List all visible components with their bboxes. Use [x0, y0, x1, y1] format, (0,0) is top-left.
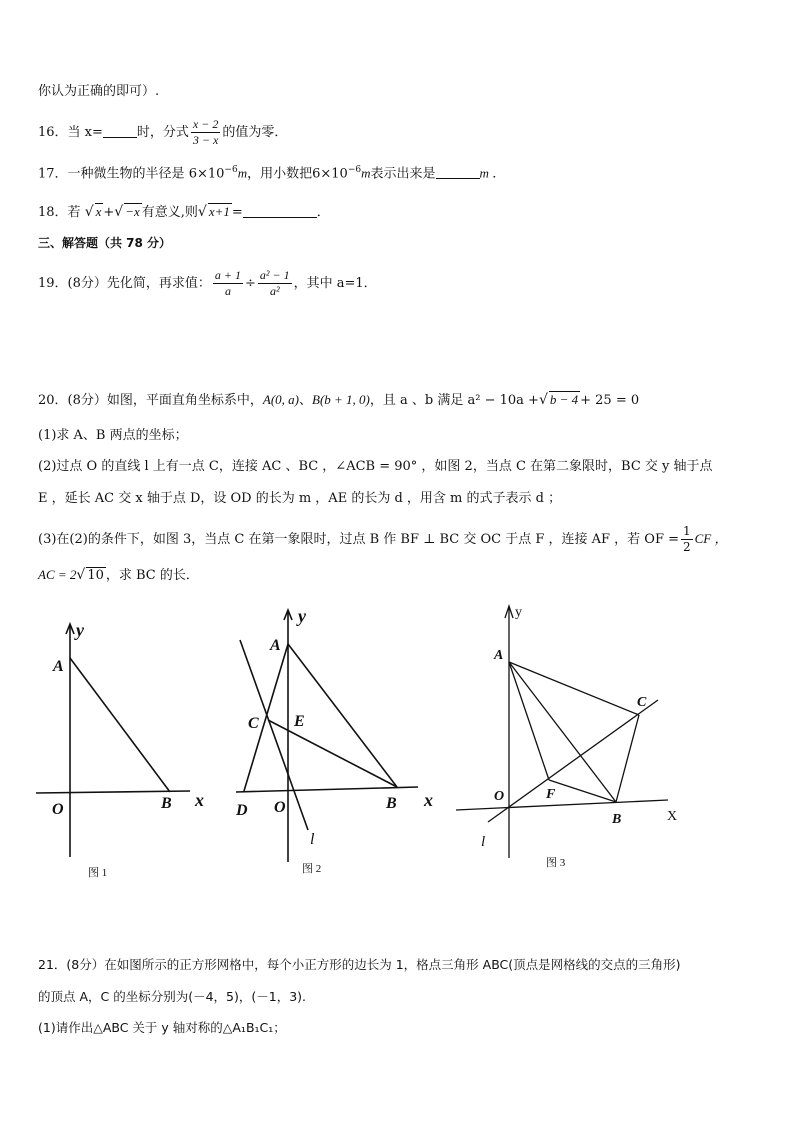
- q20-part3-text: (3)在(2)的条件下，如图 3，当点 C 在第一象限时，过点 B 作 BF ⊥ BC 交 OC 于点 F ，连接 AF ，若 OF =: [38, 532, 679, 547]
- q17-prefix: 17．一种微生物的半径是: [38, 166, 185, 182]
- q17-sci-number-2: 6×10: [312, 166, 348, 182]
- fig2-l-label: l: [310, 831, 315, 848]
- fig2-c-label: C: [248, 715, 259, 732]
- fig3-c-label: C: [637, 695, 647, 710]
- question-18: 18．若 √ x +√ −x 有意义,则√ x+1 = ．: [38, 204, 330, 220]
- fig3-caption: 图 3: [546, 857, 566, 869]
- question-21-line3: (1)请作出△ABC 关于 y 轴对称的△A₁B₁C₁；: [38, 1020, 286, 1035]
- q19-fraction-2: $\frac{\text{a² − 1}}{\text{a²}}$: [259, 268, 290, 298]
- fig2-b-label: B: [386, 795, 397, 812]
- q20-condition-end: + 25 = 0: [580, 393, 640, 408]
- q16-prefix: 16．当 x=: [38, 125, 103, 140]
- q18-answer-blank[interactable]: [243, 203, 317, 218]
- fig2-o-label: O: [274, 799, 286, 816]
- figure-3: [456, 605, 677, 869]
- q17-tail: m ．: [479, 165, 506, 181]
- q16-answer-blank[interactable]: [103, 123, 137, 138]
- fig2-e-label: E: [294, 713, 305, 730]
- q18-sqrt-neg-x: −x: [125, 204, 140, 219]
- question-16: [38, 117, 287, 148]
- q17-sci-number: 6×10: [188, 166, 225, 182]
- q19-end: ，其中 a=1．: [293, 276, 377, 291]
- q17-answer-blank[interactable]: [436, 164, 480, 179]
- q20-half-fraction: $\frac{1}{2}$: [683, 524, 691, 554]
- q18-sqrt-x: x: [95, 204, 102, 219]
- q18-end: ．: [316, 205, 330, 220]
- figure-2: [235, 606, 433, 875]
- q20-part3-end: ，求 BC 的长．: [105, 568, 199, 583]
- fig3-f-label: F: [546, 787, 556, 802]
- q20-prefix: 20．(8分）如图，平面直角坐标系中，: [38, 393, 263, 408]
- q17-unit-2: m: [361, 165, 371, 181]
- fig3-l-label: l: [481, 834, 486, 850]
- question-20-part2-line1: (2)过点 O 的直线 l 上有一点 C，连接 AC 、BC ，∠ACB = 90° ，如图 2，当点 C 在第二象限时，BC 交 y 轴于点: [38, 459, 713, 474]
- q20-condition: ，且 a 、b 满足 a² − 10a +: [369, 393, 539, 408]
- figures-panel: [0, 600, 794, 900]
- fig1-caption: 图 1: [88, 867, 108, 879]
- fig1-o-label: O: [52, 801, 64, 818]
- figure-1: [36, 620, 204, 879]
- q20-cf: CF ，: [694, 531, 728, 546]
- fig3-y-label: y: [515, 605, 522, 620]
- fig2-x-label: x: [424, 790, 433, 810]
- fig1-a-label: A: [53, 658, 64, 675]
- fig1-y-label: y: [76, 620, 84, 640]
- fig1-b-label: B: [161, 795, 172, 812]
- q20-sqrt-10: 10: [87, 568, 104, 583]
- fig3-x-label: X: [667, 809, 678, 824]
- q17-exponent: −6: [224, 165, 238, 175]
- q16-mid: 时，分式: [136, 125, 189, 140]
- fig3-o-label: O: [494, 789, 505, 804]
- question-19: [38, 268, 377, 299]
- prev-question-ending: 你认为正确的即可）.: [38, 84, 160, 99]
- q20-radical: b − 4: [549, 392, 579, 407]
- question-20-part1: (1)求 A、B 两点的坐标；: [38, 428, 188, 443]
- q17-mid: ，用小数把: [247, 166, 313, 182]
- section-title: 三、解答题（共 78 分）: [38, 236, 172, 250]
- q18-equals: =: [231, 205, 243, 220]
- question-17: [38, 161, 505, 183]
- fig3-a-label: A: [494, 648, 504, 663]
- fig2-y-label: y: [298, 606, 306, 626]
- fig2-a-label: A: [270, 637, 281, 654]
- q19-fraction-1: $\frac{a + 1}{a}$: [214, 268, 241, 298]
- q20-sep: 、: [299, 393, 313, 408]
- question-21-line2: 的顶点 A，C 的坐标分别为(－4，5)，(－1，3).: [38, 989, 307, 1004]
- q17-exponent-2: −6: [347, 165, 362, 175]
- q17-unit: m: [237, 165, 248, 181]
- q20-point-a: A(0, a): [262, 392, 299, 407]
- q18-prefix: 18．若: [38, 205, 81, 220]
- q19-divide: ÷: [245, 276, 256, 291]
- q18-sqrt-x-plus-1: x+1: [208, 204, 230, 219]
- q16-fraction: $\frac{x - 2}{3 - x}$: [192, 117, 219, 147]
- fig2-caption: 图 2: [302, 863, 322, 875]
- fig2-d-label: D: [236, 802, 248, 819]
- q17-end: 表示出来是: [370, 166, 436, 182]
- question-20-part2-line2: E ，延长 AC 交 x 轴于点 D，设 OD 的长为 m ，AE 的长为 d ，用含 m 的式子表示 d ；: [38, 491, 562, 506]
- q20-point-b: B(b + 1, 0): [312, 392, 370, 407]
- fig1-x-label: x: [195, 790, 204, 810]
- fig3-b-label: B: [612, 812, 622, 827]
- q18-plus: +: [103, 205, 115, 220]
- q19-prefix: 19．(8分）先化简，再求值：: [38, 276, 211, 291]
- question-20-part3-line1: [38, 524, 728, 555]
- q18-mid: 有意义,则: [141, 205, 198, 220]
- question-20-part3-line2: AC = 2√ 10 ，求 BC 的长．: [38, 567, 199, 583]
- question-20-intro: 20．(8分）如图，平面直角坐标系中，A(0, a)、B(b + 1, 0)，且 a 、b 满足 a² − 10a +√ b − 4 + 25 = 0: [38, 392, 640, 408]
- q16-end: 的值为零．: [222, 125, 288, 140]
- q20-ac-eq: AC = 2: [38, 567, 77, 582]
- question-21-line1: 21．(8分）在如图所示的正方形网格中，每个小正方形的边长为 1，格点三角形 ABC(顶点是网格线的交点的三角形): [38, 957, 681, 972]
